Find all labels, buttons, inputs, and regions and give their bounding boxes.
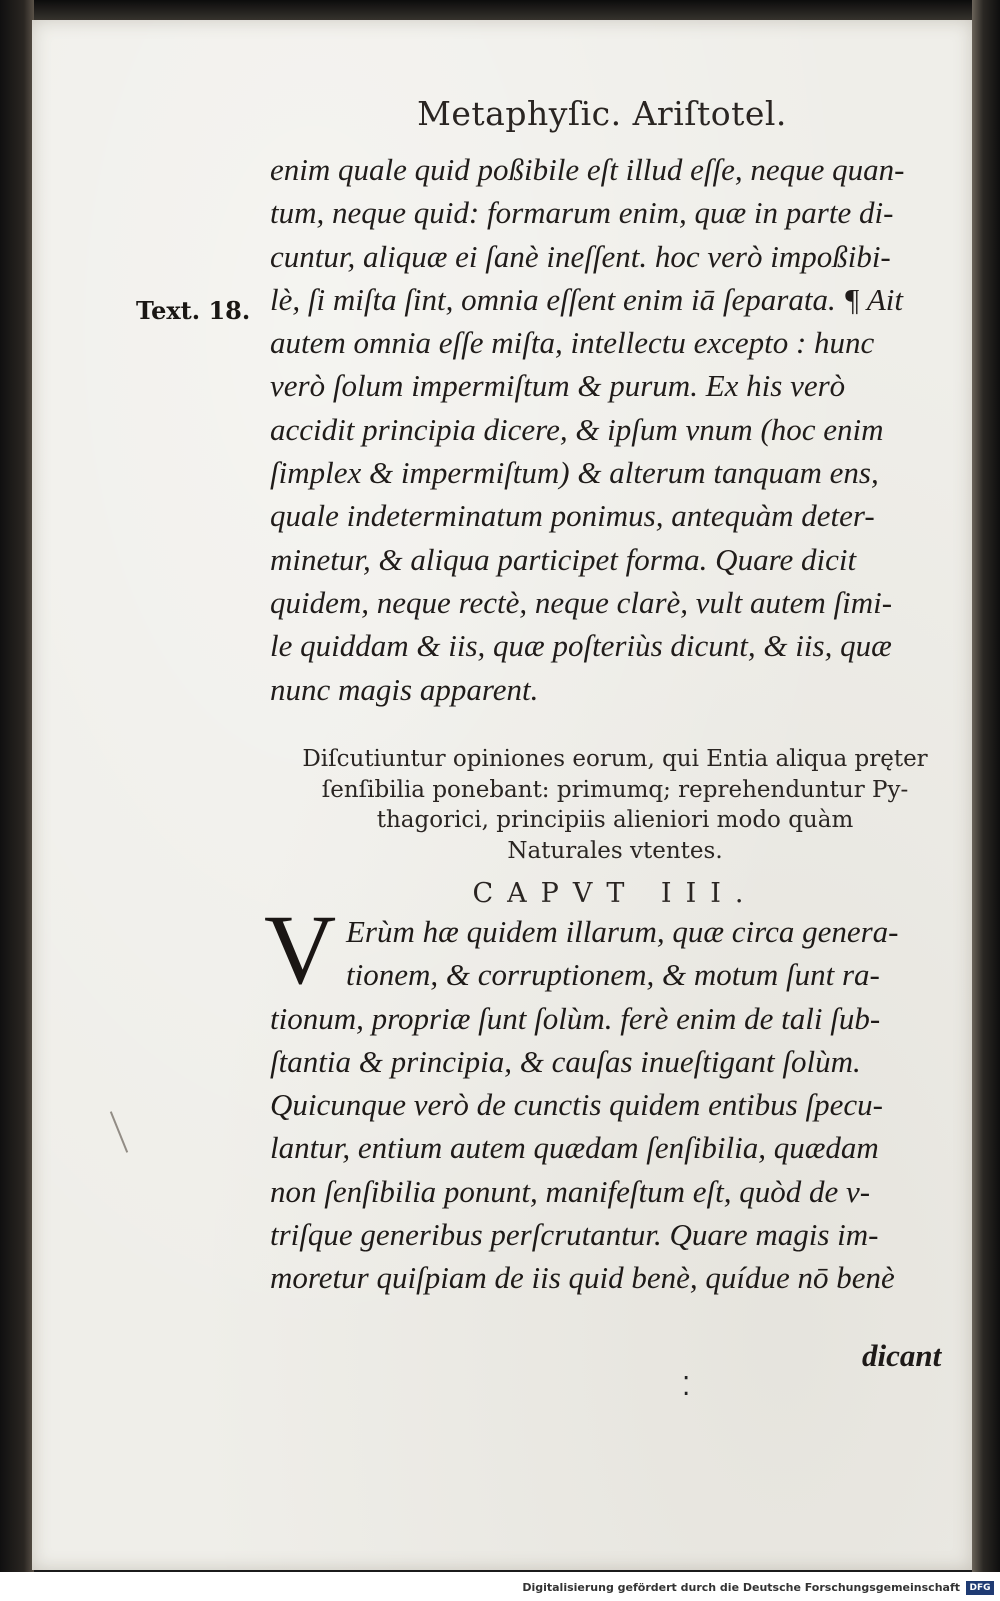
text-line: minetur, & aliqua participet forma. Quare dicit <box>270 541 857 577</box>
text-passage <box>270 148 960 711</box>
chapter-body <box>270 910 960 1300</box>
scan-border-left <box>0 0 34 1572</box>
text-line: quale indeterminatum ponimus, antequàm deter- <box>270 498 875 534</box>
summary-line: thagorici, principiis alieniori modo quàm <box>376 807 854 833</box>
body-line: triſque generibus perſcrutantur. Quare magis im- <box>270 1217 879 1253</box>
book-page <box>32 20 972 1570</box>
text-line: enim quale quid poßibile eſt illud eſſe, neque quan- <box>270 152 905 187</box>
dfg-logo-icon: DFG <box>966 1581 994 1595</box>
chapter-title: CAPVT III. <box>472 878 758 909</box>
text-line: lè, ſi miſta ſint, omnia eſſent enim iā ſeparata. ¶ Ait <box>270 281 904 317</box>
footer-credit: Digitalisierung gefördert durch die Deutsche Forschungsgemeinschaft <box>522 1581 960 1594</box>
body-line: tionum, propriæ ſunt ſolùm. ferè enim de tali ſub- <box>270 1000 881 1036</box>
body-line: tionem, & corruptionem, & motum ſunt ra- <box>346 957 880 993</box>
running-head: Metaphyſic. Ariſtotel. <box>417 94 787 133</box>
body-line: ſtantia & principia, & cauſas inueſtigant ſolùm. <box>270 1043 861 1079</box>
scan-border-right <box>972 0 1000 1572</box>
body-line: lantur, entium autem quædam ſenſibilia, quædam <box>270 1130 879 1166</box>
text-line: nunc magis apparent. <box>270 671 539 707</box>
text-line: cuntur, aliquæ ei ſanè ineſſent. hoc verò impoßibi- <box>270 238 891 274</box>
text-line: ſimplex & impermiſtum) & alterum tanquam ens, <box>270 455 879 491</box>
drop-cap: V <box>264 894 337 1005</box>
text-line: tum, neque quid: formarum enim, quæ in parte di- <box>270 195 894 231</box>
summary-line: Naturales vtentes. <box>507 837 723 864</box>
text-line: verò ſolum impermiſtum & purum. Ex his verò <box>270 368 846 404</box>
footer-bar <box>0 1572 1000 1601</box>
scan-border-top <box>0 0 1000 22</box>
text-line: le quiddam & iis, quæ poſteriùs dicunt, & iis, quæ <box>270 628 892 664</box>
body-line: moretur quiſpiam de iis quid benè, quídue nō benè <box>270 1260 895 1296</box>
body-line: non ſenſibilia ponunt, manifeſtum eſt, quòd de v- <box>270 1173 871 1209</box>
body-line: Erùm hæ quidem illarum, quæ circa genera- <box>346 914 899 949</box>
text-line: quidem, neque rectè, neque clarè, vult autem ſimi- <box>270 584 893 620</box>
chapter-summary <box>270 744 960 866</box>
body-line: Quicunque verò de cunctis quidem entibus ſpecu- <box>270 1087 883 1123</box>
summary-line: ſenſibilia ponebant: primumq; reprehenduntur Py- <box>321 776 909 803</box>
catchword: dicant <box>862 1338 942 1373</box>
summary-line: Diſcutiuntur opiniones eorum, qui Entia aliqua pręter <box>302 746 928 772</box>
text-line: accidit principia dicere, & ipſum vnum (hoc enim <box>270 411 884 447</box>
margin-note: Text. 18. <box>136 296 251 325</box>
text-line: autem omnia eſſe miſta, intellectu excepto : hunc <box>270 325 875 361</box>
signature-dots: ⁚ <box>682 1372 691 1402</box>
paper-mark <box>110 1111 128 1153</box>
